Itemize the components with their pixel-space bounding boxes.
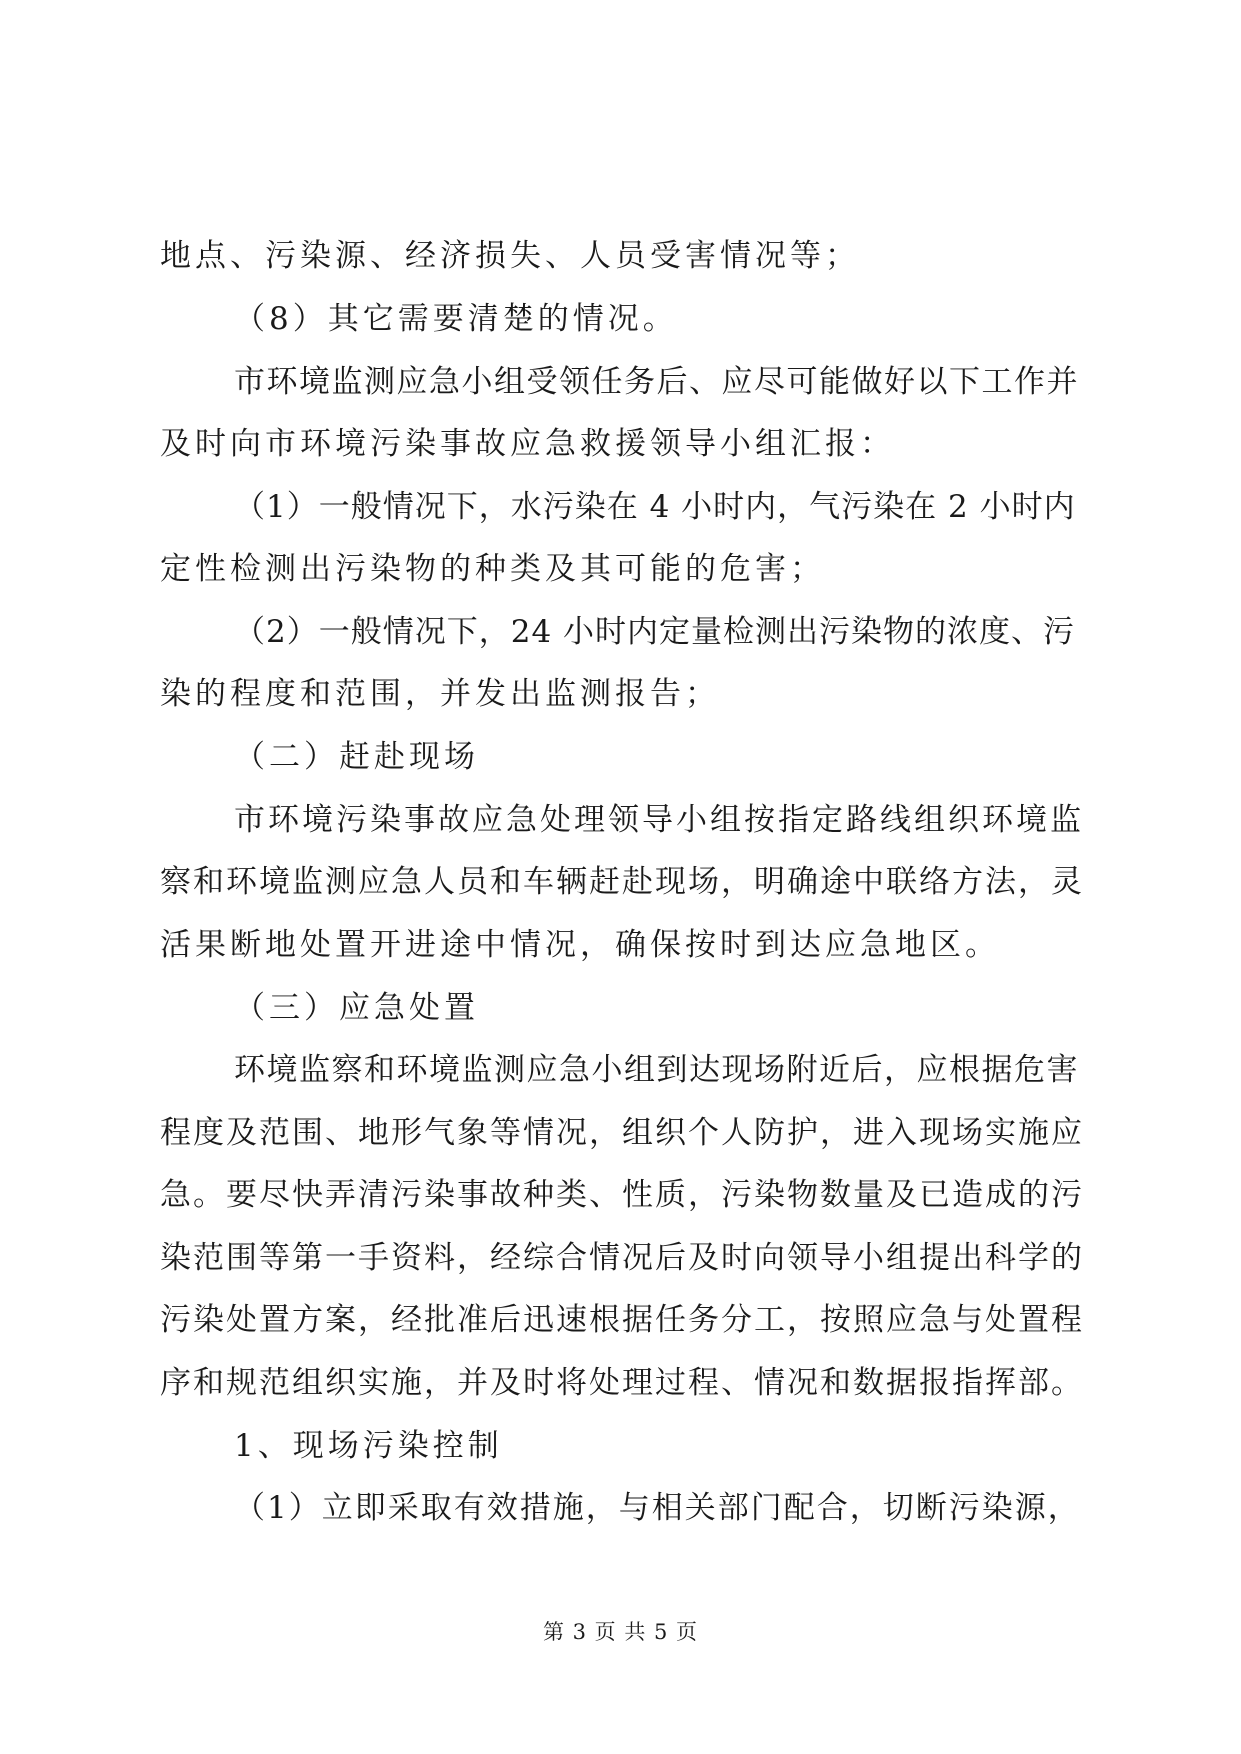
text-line: （1）一般情况下，水污染在 4 小时内，气污染在 2 小时内 — [234, 489, 1076, 525]
text-line: （8）其它需要清楚的情况。 — [234, 301, 678, 337]
page-number-footer: 第 3 页 共 5 页 — [542, 1620, 699, 1644]
section-heading: （二）赶赴现场 — [234, 739, 479, 775]
text-line: 环境监察和环境监测应急小组到达现场附近后，应根据危害 — [234, 1052, 1079, 1088]
text-line: 地点、污染源、经济损失、人员受害情况等； — [160, 238, 860, 274]
text-line: 市环境监测应急小组受领任务后、应尽可能做好以下工作并 — [234, 364, 1079, 400]
text-line: 污染处置方案，经批准后迅速根据任务分工，按照应急与处置程 — [160, 1302, 1084, 1338]
text-line: 染范围等第一手资料，经综合情况后及时向领导小组提出科学的 — [160, 1240, 1084, 1276]
text-line: 染的程度和范围，并发出监测报告； — [160, 676, 720, 712]
section-heading: 1、现场污染控制 — [234, 1428, 503, 1464]
text-line: 及时向市环境污染事故应急救援领导小组汇报： — [160, 426, 895, 462]
text-line: 序和规范组织实施，并及时将处理过程、情况和数据报指挥部。 — [160, 1365, 1084, 1401]
text-line: （1）立即采取有效措施，与相关部门配合，切断污染源， — [234, 1490, 1081, 1526]
text-line: 急。要尽快弄清污染事故种类、性质，污染物数量及已造成的污 — [160, 1177, 1084, 1213]
text-line: 程度及范围、地形气象等情况，组织个人防护，进入现场实施应 — [160, 1115, 1084, 1151]
text-line: 活果断地处置开进途中情况，确保按时到达应急地区。 — [160, 927, 1000, 963]
text-line: 察和环境监测应急人员和车辆赶赴现场，明确途中联络方法，灵 — [160, 864, 1084, 900]
text-line: 定性检测出污染物的种类及其可能的危害； — [160, 551, 825, 587]
section-heading: （三）应急处置 — [234, 990, 479, 1026]
text-line: 市环境污染事故应急处理领导小组按指定路线组织环境监 — [234, 802, 1084, 838]
text-line: （2）一般情况下，24 小时内定量检测出污染物的浓度、污 — [234, 614, 1076, 650]
